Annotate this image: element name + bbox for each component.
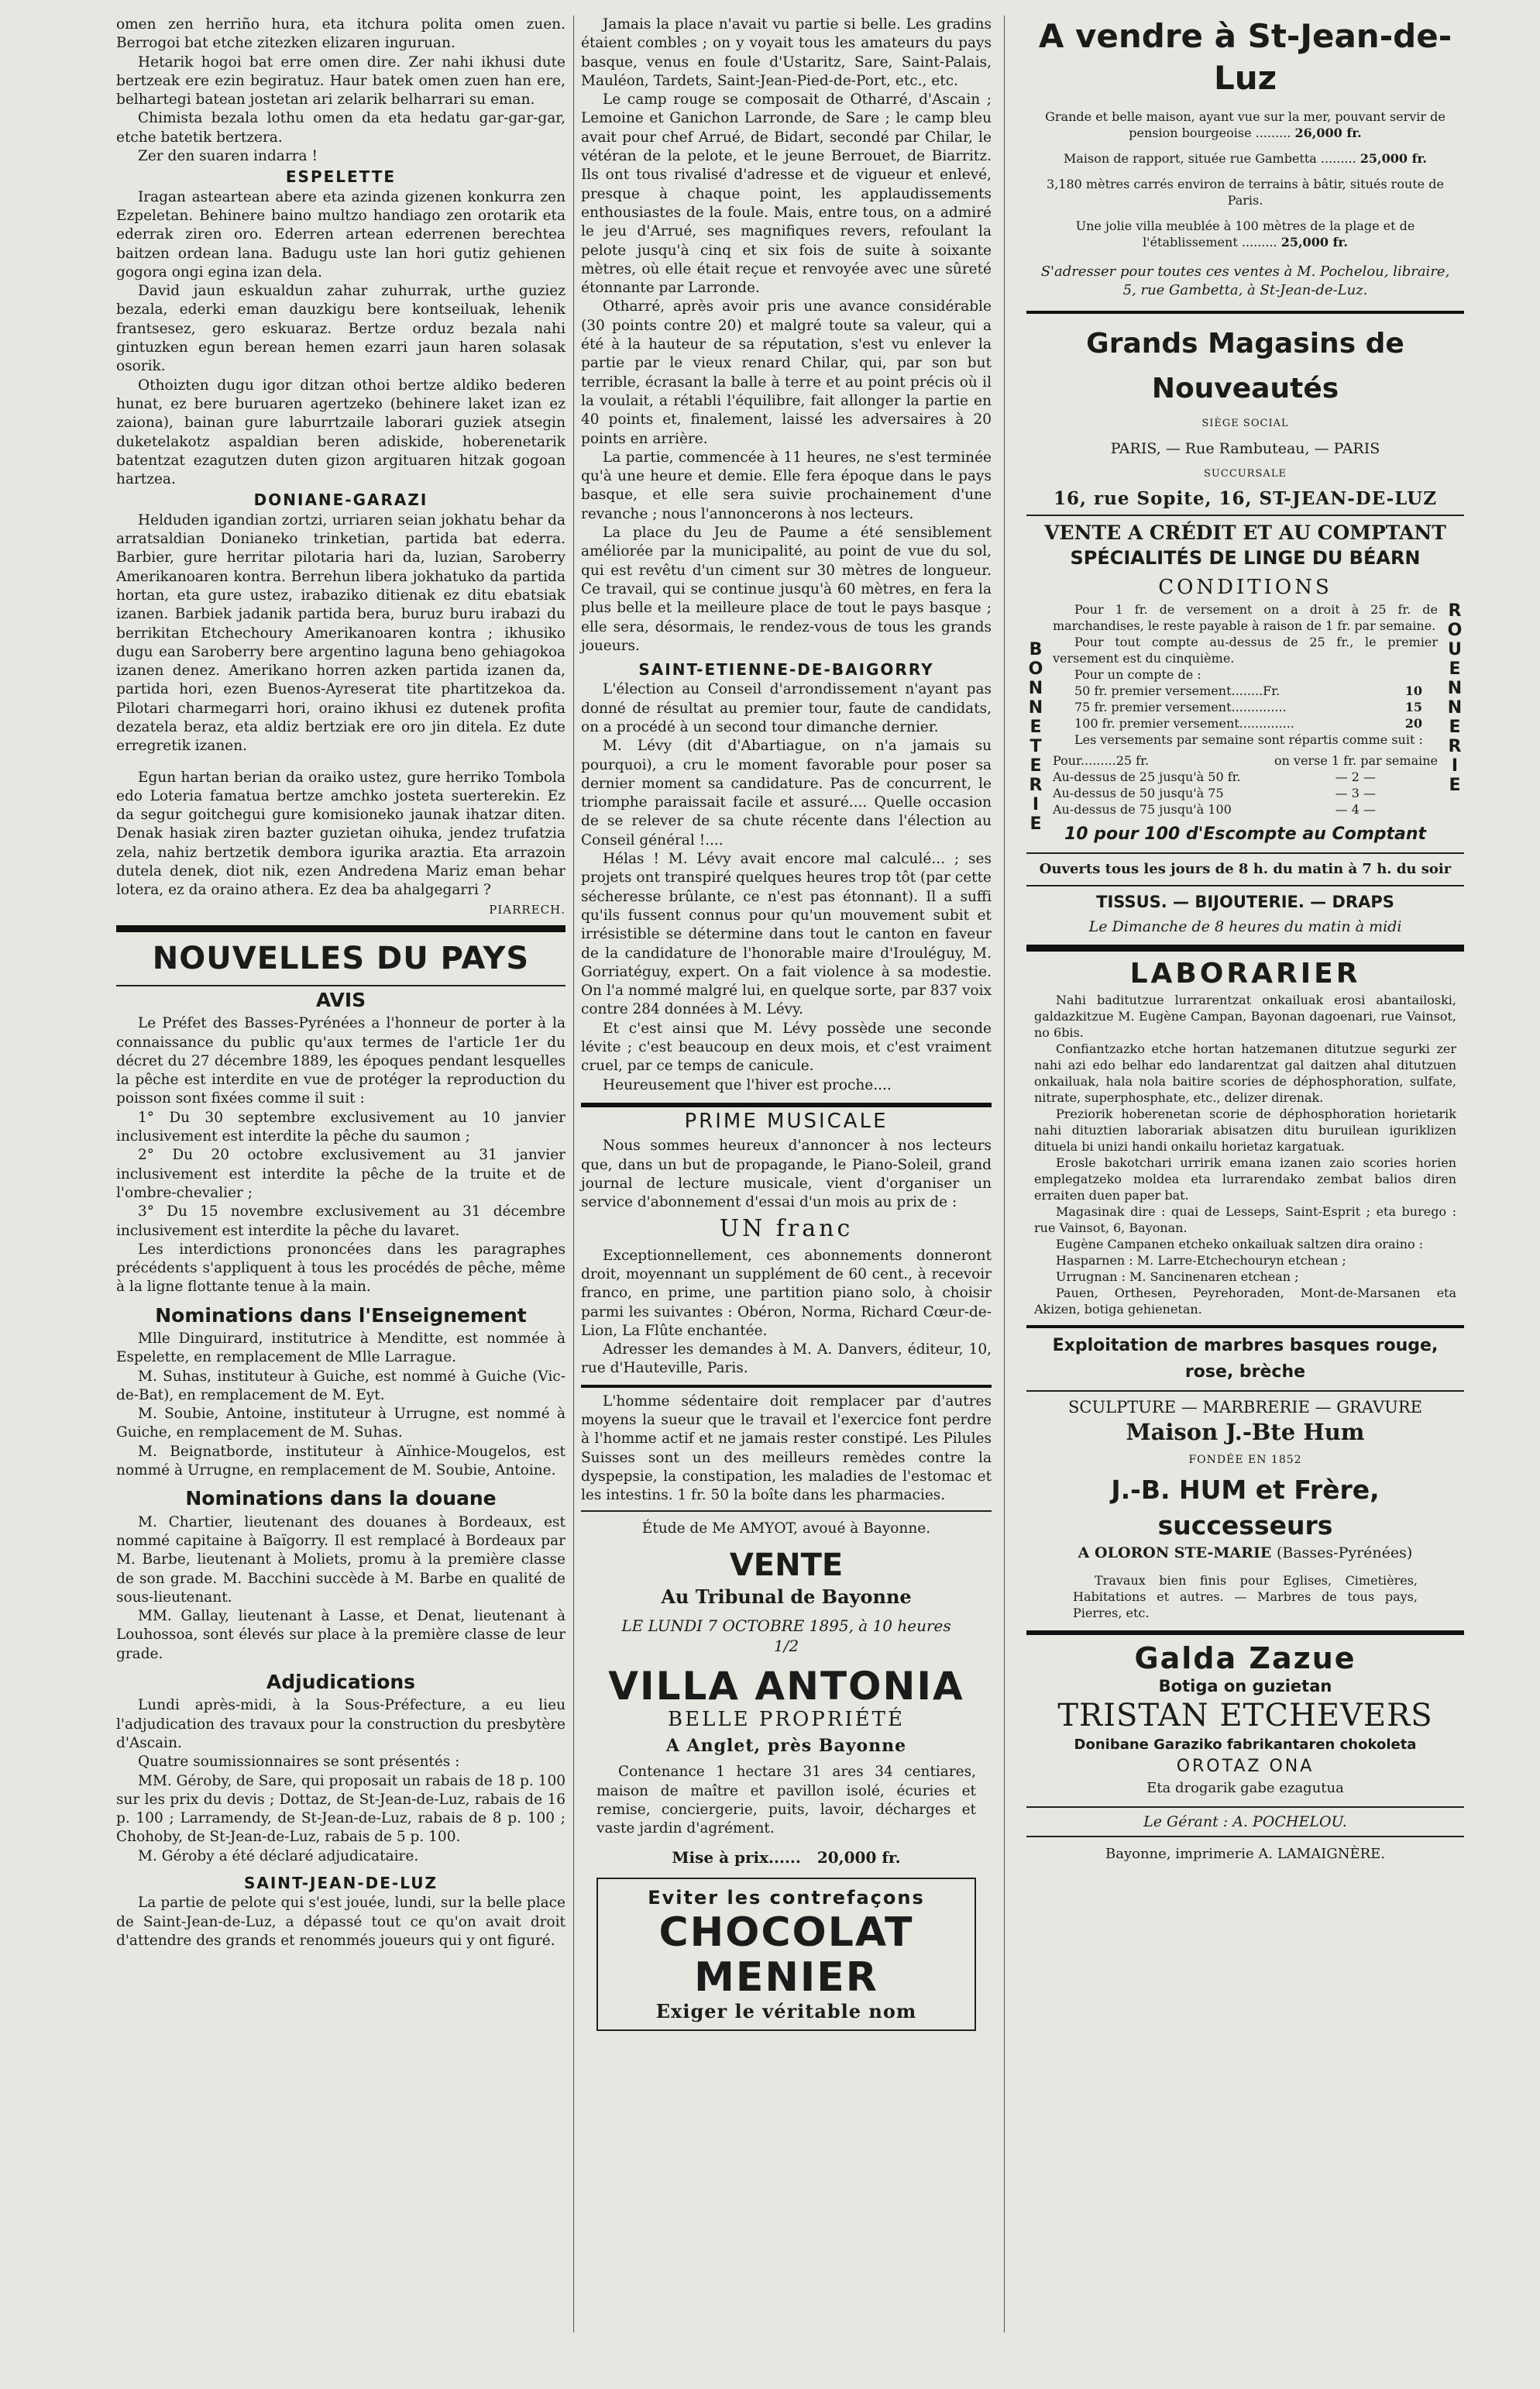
section-rule xyxy=(581,1385,992,1388)
article-paragraph: David jaun eskualdun zahar zuhurrak, urthe guziez bezala, ederki eman dauzkigu bere kontseiluak, lehenik frantsesez, gero eskuaraz. Bertze orduz bezala nahi gintuzken egun berean hemen ezarri jaun haren solasak osorik. xyxy=(116,283,565,375)
listing-line: Grande et belle maison, ayant vue sur la mer, pouvant servir de pension bourgeoise ......... 26,000 fr. xyxy=(1045,109,1445,140)
column-divider xyxy=(1004,15,1005,2332)
vertical-letter: E xyxy=(1449,718,1461,738)
weekly-row xyxy=(1053,801,1438,818)
gerant-line: Le Gérant : A. POCHELOU. xyxy=(1143,1812,1347,1830)
article-paragraph: M. Suhas, instituteur à Guiche, est nommé à Guiche (Vic-de-Bat), en remplacement de M. Eyt. xyxy=(116,1368,565,1403)
article-paragraph: Hélas ! M. Lévy avait encore mal calculé... ; ses projets ont transpiré quelques heures trop tôt (par cette sécheresse brûlante, ce n'est pas étonnant). Il a suffi qu'ils fussent connus pour qu'un mouvement subit et irrésistible se détermine dans tout le canton en faveur de la candidature de l'honorable maire d'Irouléguy, M. Gorriatéguy, expert. On a fait violence à sa modestie. On l'a nommé malgré lui, en quelque sorte, par 837 voix contre 284 données à M. Lévy. xyxy=(581,851,992,1018)
article-paragraph: Urrugnan : M. Sancinenaren etchean ; xyxy=(1056,1269,1299,1284)
villa-title: VILLA ANTONIA xyxy=(608,1663,964,1709)
section-rule xyxy=(1026,1836,1464,1837)
listing-price: 25,000 fr. xyxy=(1360,151,1427,166)
vertical-letter: E xyxy=(1030,718,1042,738)
article-paragraph: Iragan asteartean abere eta azinda gizenen konkurra zen Ezpeletan. Behinere baino multzo handiago zen orotarik eta ederrak ziren oro. Ederren artean ederrenen berechtea baitzen ordean lana. Badugu uste lan hori gutiz gehienen gogora ongi egina izan dela. xyxy=(116,188,565,281)
marbres-line: Exploitation de marbres basques rouge, rose, brèche xyxy=(1052,1335,1439,1382)
article-paragraph: 1° Du 30 septembre exclusivement au 10 janvier inclusivement est interdite la pêche du saumon ; xyxy=(116,1109,565,1145)
dimanche-line: Le Dimanche de 8 heures du matin à midi xyxy=(1088,918,1402,936)
listing-line: Maison de rapport, située rue Gambetta ......... 25,000 fr. xyxy=(1064,151,1427,166)
condition-text: Les versements par semaine sont répartis comme suit : xyxy=(1074,732,1423,748)
legal-notice-line: Étude de Me AMYOT, avoué à Bayonne. xyxy=(641,1520,931,1537)
listing-line: 3,180 mètres carrés environ de terrains à bâtir, situés route de Paris. xyxy=(1047,177,1444,208)
section-heading-doniane: DONIANE-GARAZI xyxy=(253,491,428,510)
condition-row-label: 100 fr. premier versement.............. xyxy=(1074,716,1294,732)
section-rule xyxy=(1026,1325,1464,1328)
article-paragraph: Magasinak dire : quai de Lesseps, Saint-Esprit ; eta burego : rue Vainsot, 6, Bayonan. xyxy=(1034,1203,1456,1235)
vertical-letter: N xyxy=(1028,679,1043,699)
article-paragraph: Contenance 1 hectare 31 ares 34 centiares, maison de maître et pavillon isolé, écuries et remise, conciergerie, puits, lavoir, décharges et vaste jardin d'agrément. xyxy=(596,1764,976,1837)
article-paragraph: Erosle bakotchari urririk emana izanen zaio scories horien emplegatzeko moldea eta lurrarendako zembat balios diren erraiten duen paper bat. xyxy=(1034,1155,1456,1203)
section-rule xyxy=(116,985,565,986)
section-rule xyxy=(1026,1390,1464,1392)
menier-brand: CHOCOLAT xyxy=(658,1909,914,1956)
tissus-line: TISSUS. — BIJOUTERIE. — DRAPS xyxy=(1096,893,1394,912)
article-paragraph: M. Chartier, lieutenant des douanes à Bordeaux, est nommé capitaine à Baïgorry. Il est remplacé à Bordeaux par M. Barbe, lieutenant à Moliets, promu à la première classe de son grade. M. Bacchini succède à M. Barbe en qualité de sous-lieutenant. xyxy=(116,1513,565,1606)
oloron-region: (Basses-Pyrénées) xyxy=(1276,1544,1413,1562)
escompte-line: 10 pour 100 d'Escompte au Comptant xyxy=(1064,824,1427,845)
section-rule xyxy=(1026,852,1464,854)
article-paragraph: Helduden igandian zortzi, urriaren seian jokhatu behar da arratsaldian Donianeko trinketian, partida bat ederra. Barbier, gure herritar pilotaria hari da, luzian, Saroberry Amerikanoaren kontra. Berrehun libera jokhatuko da partida hortan, eta gure ustez, irabaziko ditienak ez ditu ebatsiak izanen. Barbiek jadanik partida bera, buruz buru irabazi du berrikitan Etchechoury Amerikanoaren kontra ; ikhusiko dugu ean Saroberry bere argentino laguna beno gehiagokoa izanen denez. Amerikano horren azken partida izanen da, partida hori, ezen Buenos-Ayreserat tite phartitzekoa da. Pilotari charmegarri hori, oraino ikhusi ez dutenek profita dezatela beraz, eta aldiz bertziak ere oro jin ditela. Ez dute erregretik izanen. xyxy=(116,511,565,755)
article-paragraph: Jamais la place n'avait vu partie si belle. Les gradins étaient combles ; on y voyait tous les amateurs du pays basque, venus en foule d'Ustaritz, Sare, Saint-Palais, Mauléon, Tardets, Saint-Jean-Pied-de-Port, etc., etc. xyxy=(581,16,992,89)
galda-title: Galda Zazue xyxy=(1134,1640,1356,1675)
condition-row-value: 15 xyxy=(1404,700,1422,715)
siege-label: SIÈGE SOCIAL xyxy=(1201,418,1289,429)
advertisement-paragraph: L'homme sédentaire doit remplacer par d'autres moyens la sueur que le travail et l'exercice font perdre à l'homme actif et ne jamais rester constipé. Les Pilules Suisses sont un des meilleurs remèdes contre la dyspepsie, la constipation, les maladies de l'estomac et les intestins. 1 fr. 50 la boîte dans les pharmacies. xyxy=(581,1392,992,1504)
article-paragraph: La partie, commencée à 11 heures, ne s'est terminée qu'à une heure et demie. Elle fera époque dans le pays basque, et elle sera suivie prochainement d'une revanche ; nous l'annoncerons à nos lecteurs. xyxy=(581,449,992,522)
article-paragraph: Zer den suaren indarra ! xyxy=(138,148,318,165)
a-vendre-title: A vendre à St-Jean-de-Luz xyxy=(1038,17,1452,97)
maison-hum: Maison J.-Bte Hum xyxy=(1126,1418,1365,1445)
article-paragraph: Et c'est ainsi que M. Lévy possède une seconde lévite ; c'est beaucoup en deux mois, et c'est vraiment cruel, par ce temps de canicule. xyxy=(581,1020,992,1075)
article-paragraph: Chimista bezala lothu omen da eta hedatu gar-gar-gar, etche batetik bertzera. xyxy=(116,110,565,146)
weekly-row-label: Pour.........25 fr. xyxy=(1053,753,1150,769)
orotaz-line: OROTAZ ONA xyxy=(1176,1757,1315,1777)
conditions-heading: CONDITIONS xyxy=(1158,576,1332,600)
tribunal-line: Au Tribunal de Bayonne xyxy=(661,1585,912,1608)
article-paragraph: Pauen, Orthesen, Peyrehoraden, Mont-de-Marsanen eta Akizen, botiga gehienetan. xyxy=(1034,1285,1456,1317)
vertical-letter: O xyxy=(1028,659,1043,680)
article-paragraph: M. Géroby a été déclaré adjudicataire. xyxy=(138,1847,419,1864)
nominations-douane-heading: Nominations dans la douane xyxy=(185,1487,497,1510)
section-rule xyxy=(581,1510,992,1512)
article-paragraph: Les interdictions prononcées dans les paragraphes précédents s'appliquent à tous les procédés de pêche, même à la ligne flottante tenue à la main. xyxy=(116,1241,565,1296)
rouennerie-vertical-label xyxy=(1445,601,1464,795)
drogarik-line: Eta drogarik gabe ezagutua xyxy=(1146,1780,1344,1797)
mise-a-prix xyxy=(581,1848,992,1867)
opening-hours: Ouverts tous les jours de 8 h. du matin à 7 h. du soir xyxy=(1039,860,1452,877)
article-paragraph: Preziorik hoberenetan scorie de déphosphoration horietarik nahi dituztien laborariak abisatzen ditu buruilean iguriklizen dituela bi unizi handi onkailu horietaz kargatuak. xyxy=(1034,1106,1456,1154)
article-paragraph: Le Préfet des Basses-Pyrénées a l'honneur de porter à la connaissance du public qu'aux termes de l'article 1er du décret du 27 décembre 1889, les époques pendant lesquelles la pêche est interdite en vue de protéger la reproduction du poisson sont fixées comme il suit : xyxy=(116,1015,565,1107)
vertical-letter: B xyxy=(1029,640,1043,660)
nouvelles-heading: NOUVELLES DU PAYS xyxy=(152,940,530,976)
column-left xyxy=(116,15,565,2371)
section-rule xyxy=(1026,1630,1464,1635)
article-paragraph: Eugène Campanen etcheko onkailuak saltzen dira oraino : xyxy=(1056,1236,1424,1251)
vertical-letter: R xyxy=(1448,737,1462,757)
fondee-line: FONDÉE EN 1852 xyxy=(1188,1453,1302,1466)
vertical-letter: E xyxy=(1449,776,1461,796)
section-heading-st-jean-de-luz: SAINT-JEAN-DE-LUZ xyxy=(243,1874,438,1893)
laborarier-title: LABORARIER xyxy=(1129,957,1361,990)
avis-heading: AVIS xyxy=(315,988,366,1011)
article-signature: PIARRECH. xyxy=(489,902,565,917)
condition-row xyxy=(1053,683,1438,699)
sopite-line: 16, rue Sopite, 16, ST-JEAN-DE-LUZ xyxy=(1053,487,1438,509)
condition-row-value: 20 xyxy=(1404,716,1422,732)
oloron-line xyxy=(1026,1544,1464,1562)
vertical-letter: N xyxy=(1447,698,1463,718)
vertical-letter: I xyxy=(1451,756,1459,776)
vertical-letter: R xyxy=(1029,776,1043,796)
article-paragraph: M. Beignatborde, instituteur à Aïnhice-Mougelos, est nommé à Urrugne, en remplacement de M. Soubie, Antoine. xyxy=(116,1443,565,1479)
listing-price: 25,000 fr. xyxy=(1280,235,1348,250)
travaux-text: Travaux bien finis pour Eglises, Cimetières, Habitations et autres. — Marbres de tous pays, Pierres, etc. xyxy=(1073,1572,1418,1620)
chocolat-menier-ad xyxy=(596,1878,976,2031)
article-paragraph: omen zen herriño hura, eta itchura polita omen zuen. Berrogoi bat etche zitezken elizaren inguruan. xyxy=(116,16,565,52)
paris-line: PARIS, — Rue Rambuteau, — PARIS xyxy=(1110,440,1380,458)
vente-title: VENTE xyxy=(729,1547,844,1583)
article-paragraph: MM. Gallay, lieutenant à Lasse, et Denat, lieutenant à Louhossoa, sont élevés sur place à la première classe de leur grade. xyxy=(116,1608,565,1662)
listing-text: Maison de rapport, située rue Gambetta xyxy=(1064,151,1317,166)
condition-row-value: 10 xyxy=(1404,683,1422,699)
article-paragraph: Othoizten dugu igor ditzan othoi bertze aldiko bederen hunat, ez bere buruaren agertzeko (behinere laket izan ez zaiona), bainan gure laburrtzaile laborari guziek atsegin duketelakotz aspaldian beren adiskide, hoberenetarik batentzat ezagutzen duten gizon argituaren hitzak gogoan hartzea. xyxy=(116,377,565,488)
mise-a-prix-value: 20,000 fr. xyxy=(816,1847,901,1867)
weekly-row-value: on verse 1 fr. par semaine xyxy=(1274,753,1438,769)
section-rule xyxy=(1026,885,1464,886)
article-paragraph: Nous sommes heureux d'annoncer à nos lecteurs que, dans un but de propagande, le Piano-Soleil, grand journal de lecture musicale, vient d'organiser un service d'abonnement d'essai d'un mois au prix de : xyxy=(581,1138,992,1211)
condition-row-label: 75 fr. premier versement.............. xyxy=(1074,700,1287,715)
vertical-letter: U xyxy=(1448,640,1462,660)
condition-row-label: 50 fr. premier versement........Fr. xyxy=(1074,683,1280,699)
listing-text: Une jolie villa meublée à 100 mètres de la plage et de l'établissement xyxy=(1075,219,1415,250)
condition-text: Pour un compte de : xyxy=(1074,667,1201,683)
column-middle xyxy=(581,15,992,2371)
section-rule xyxy=(116,925,565,932)
sculpture-line: SCULPTURE — MARBRERIE — GRAVURE xyxy=(1068,1397,1422,1417)
section-rule xyxy=(1026,311,1464,314)
vertical-letter: O xyxy=(1447,621,1463,641)
grands-magasins-title: Grands Magasins de Nouveautés xyxy=(1086,328,1404,404)
article-paragraph: Confiantzazko etche hortan hatzemanen ditutzue segurki zer nahi azi edo belhar edo landarentzat gal daitzen ahal ditutzuen onkailuak, hala nola baitire scories de déphosphoration, sulfate, nitrate, superphosphate, etc., delizer direnak. xyxy=(1034,1041,1456,1105)
condition-text: Pour tout compte au-dessus de 25 fr., le premier versement est du cinquième. xyxy=(1053,635,1438,666)
mise-a-prix-label: Mise à prix...... xyxy=(672,1847,801,1867)
article-paragraph: M. Soubie, Antoine, instituteur à Urrugne, est nommé à Guiche, en remplacement de M. Suhas. xyxy=(116,1406,565,1441)
article-paragraph: Exceptionnellement, ces abonnements donneront droit, moyennant un supplément de 60 cent., à recevoir franco, en prime, une partition piano solo, à choisir parmi les suivantes : Obéron, Norma, Richard Cœur-de-Lion, La Flûte enchantée. xyxy=(581,1247,992,1339)
listing-line: Une jolie villa meublée à 100 mètres de la plage et de l'établissement ......... 25,000 fr. xyxy=(1075,219,1415,250)
vertical-letter: R xyxy=(1448,601,1462,621)
article-paragraph: M. Lévy (dit d'Abartiague, on n'a jamais su pourquoi), a cru le moment favorable pour poser sa dernier moment sa candidature. Pas de concurrent, le triomphe paraissait facile et assuré.... Quelle occasion de se relever de sa chute récente dans l'élection au Conseil général !.... xyxy=(581,738,992,849)
weekly-row-label: Au-dessus de 50 jusqu'à 75 xyxy=(1053,786,1224,801)
condition-row xyxy=(1053,715,1438,732)
nominations-enseignement-heading: Nominations dans l'Enseignement xyxy=(155,1303,527,1327)
vertical-letter: N xyxy=(1028,698,1043,718)
weekly-row-value: — 3 — xyxy=(1335,786,1376,801)
anglet-line: A Anglet, près Bayonne xyxy=(665,1736,907,1757)
column-right xyxy=(1026,15,1464,2371)
weekly-row xyxy=(1053,752,1438,769)
article-paragraph: Otharré, après avoir pris une avance considérable (30 points contre 20) et malgré toute sa valeur, qui a été à la hauteur de sa réputation, s'est vu enlever la partie par le vieux renard Chilar, qui, par son but terrible, écrasant la balle à terre et au point précis où il la voulait, a rétabli l'équilibre, fait allonger la partie en 40 points et, finalement, laissé les adversaires à 20 points en arrière. xyxy=(581,298,992,447)
weekly-row-value: — 2 — xyxy=(1335,769,1376,785)
column-divider xyxy=(573,15,574,2332)
article-paragraph: Egun hartan berian da oraiko ustez, gure herriko Tombola edo Loteria famatua bertze amchko josteta suerterekin. Ez da segur goitchegui gure komisioneko jaunak ihatzar diten. Denak hasiak ziren bazter guzietan oihuka, jendez trufatzia zela, nahiz bertzetik dembora igurika araztia. Eta arrazoin dutela denek, diot nik, ezen Andredena Mariz eman behar lotera, ez da oraino athera. Ez dea ba ahalgegarri ? xyxy=(116,769,565,899)
article-paragraph: MM. Géroby, de Sare, qui proposait un rabais de 18 p. 100 sur les prix du devis ; Dottaz, de St-Jean-de-Luz, rabais de 16 p. 100 ; Larramendy, de St-Jean-de-Luz, rabais de 8 p. 100 ; Chohoby, de St-Jean-de-Luz, rabais de 5 p. 100. xyxy=(116,1772,565,1846)
hum-successeurs: J.-B. HUM et Frère, successeurs xyxy=(1111,1475,1380,1541)
menier-line: Eviter les contrefaçons xyxy=(648,1886,925,1909)
article-paragraph: Adresser les demandes à M. A. Danvers, éditeur, 10, rue d'Hauteville, Paris. xyxy=(581,1341,992,1377)
vertical-letter: E xyxy=(1030,814,1042,835)
vertical-letter: T xyxy=(1030,737,1042,757)
article-paragraph: Quatre soumissionnaires se sont présentés : xyxy=(138,1754,460,1771)
prime-musicale-heading: PRIME MUSICALE xyxy=(684,1109,889,1133)
listing-price: 26,000 fr. xyxy=(1294,126,1362,140)
price-label: UN franc xyxy=(719,1215,854,1243)
section-heading-espelette: ESPELETTE xyxy=(285,167,397,187)
condition-text: Pour 1 fr. de versement on a droit à 25 fr. de marchandises, le reste payable à raison de 1 fr. par semaine. xyxy=(1053,602,1438,634)
article-paragraph: L'élection au Conseil d'arrondissement n'ayant pas donné de résultat au premier tour, faute de candidats, on a procédé à un second tour dimanche dernier. xyxy=(581,681,992,735)
listing-text: Grande et belle maison, ayant vue sur la mer, pouvant servir de pension bourgeoise xyxy=(1045,109,1445,140)
botiga-line: Botiga on guzietan xyxy=(1158,1676,1332,1695)
propriete-line: BELLE PROPRIÉTÉ xyxy=(668,1707,905,1731)
section-rule xyxy=(1026,1806,1464,1808)
article-paragraph: 2° Du 20 octobre exclusivement au 31 janvier inclusivement est interdite la pêche de la truite et de l'ombre-chevalier ; xyxy=(116,1147,565,1201)
weekly-row-value: — 4 — xyxy=(1335,802,1376,818)
tristan-title: TRISTAN ETCHEVERS xyxy=(1057,1697,1433,1733)
laborarier-text xyxy=(1026,992,1464,1317)
section-heading-baigorry: SAINT-ETIENNE-DE-BAIGORRY xyxy=(638,660,934,680)
section-rule xyxy=(1026,515,1464,516)
menier-brand: MENIER xyxy=(694,1954,878,2001)
vertical-letter: I xyxy=(1032,795,1040,815)
adjudications-heading: Adjudications xyxy=(266,1671,416,1694)
article-paragraph: Nahi baditutzue lurrarentzat onkailuak erosi abantailoski, galdazkitzue M. Eugène Campan, Bayonan dagoenari, rue Vainsot, no 6bis. xyxy=(1034,992,1456,1040)
article-paragraph: 3° Du 15 novembre exclusivement au 31 décembre inclusivement est interdite la pêche du lavaret. xyxy=(116,1203,565,1239)
article-paragraph: Mlle Dinguirard, institutrice à Menditte, est nommée à Espelette, en remplacement de Mlle Larrague. xyxy=(116,1330,565,1366)
article-paragraph: Le camp rouge se composait de Otharré, d'Ascain ; Lemoine et Ganichon Larronde, de Sare ; le camp bleu avait pour chef Arrué, de Bidart, secondé par Chilar, le vétéran de la pelote, et le jeune Berrouet, de Biarritz. Ils ont tous rivalisé d'adresse et de vigueur et enlevé, presque à chaque point, les applaudissements enthousiastes de la foule. Mais, entre tous, on a admiré le jeu d'Arrué, ses magnifiques revers, refoulant la pelote jusqu'à cinq et six fois de suite à soixante mètres, où elle était reçue et renvoyée avec une sûreté étonnante par Larronde. xyxy=(581,91,992,297)
article-paragraph: Hasparnen : M. Larre-Etchechouryn etchean ; xyxy=(1056,1252,1346,1268)
listing-contact: S'adresser pour toutes ces ventes à M. Pochelou, libraire, 5, rue Gambetta, à St-Jean-de-Luz. xyxy=(1040,263,1450,298)
article-paragraph: Hetarik hogoi bat erre omen dire. Zer nahi ikhusi dute bertzeak ere ezin begiratuz. Haur batek omen zuen han ere, belhartegi batean jostetan ari zelarik belharrari su eman. xyxy=(116,53,565,108)
section-rule xyxy=(1026,945,1464,952)
vertical-letter: E xyxy=(1449,659,1461,680)
article-paragraph: Lundi après-midi, à la Sous-Préfecture, a eu lieu l'adjudication des travaux pour la construction du presbytère d'Ascain. xyxy=(116,1697,565,1751)
weekly-row xyxy=(1053,769,1438,785)
sale-date: LE LUNDI 7 OCTOBRE 1895, à 10 heures 1/2 xyxy=(621,1616,951,1655)
succursale-label: SUCCURSALE xyxy=(1204,467,1287,480)
chokoleta-line: Donibane Garaziko fabrikantaren chokoleta xyxy=(1074,1736,1417,1753)
weekly-row-label: Au-dessus de 75 jusqu'à 100 xyxy=(1053,802,1232,818)
oloron-city: A OLORON STE-MARIE xyxy=(1078,1544,1272,1562)
article-paragraph: La partie de pelote qui s'est jouée, lundi, sur la belle place de Saint-Jean-de-Luz, a dépassé tout ce qu'on avait droit d'attendre des grands et renommés joueurs qui y ont figuré. xyxy=(116,1895,565,1949)
menier-line: Exiger le véritable nom xyxy=(655,1999,917,2022)
condition-row xyxy=(1053,699,1438,715)
imprimerie-line: Bayonne, imprimerie A. LAMAIGNÈRE. xyxy=(1105,1846,1386,1863)
weekly-row xyxy=(1053,785,1438,801)
weekly-row-label: Au-dessus de 25 jusqu'à 50 fr. xyxy=(1053,769,1241,785)
vertical-letter: E xyxy=(1030,756,1042,776)
bonneterie-vertical-label xyxy=(1026,640,1045,834)
section-rule xyxy=(581,1103,992,1107)
credit-line: VENTE A CRÉDIT ET AU COMPTANT xyxy=(1044,522,1446,545)
vertical-letter: N xyxy=(1447,679,1463,699)
linge-line: SPÉCIALITÉS DE LINGE DU BÉARN xyxy=(1070,547,1421,570)
article-paragraph: Heureusement que l'hiver est proche.... xyxy=(603,1076,892,1093)
article-paragraph: La place du Jeu de Paume a été sensiblement améliorée par la municipalité, au point de vue du sol, qui est revêtu d'un ciment sur 30 mètres de longueur. Ce travail, qui se continue jusqu'à 60 mètres, en fera la plus belle et la meilleure place de tout le pays basque ; elle sera, désormais, le rendez-vous de tous les grands joueurs. xyxy=(581,525,992,654)
